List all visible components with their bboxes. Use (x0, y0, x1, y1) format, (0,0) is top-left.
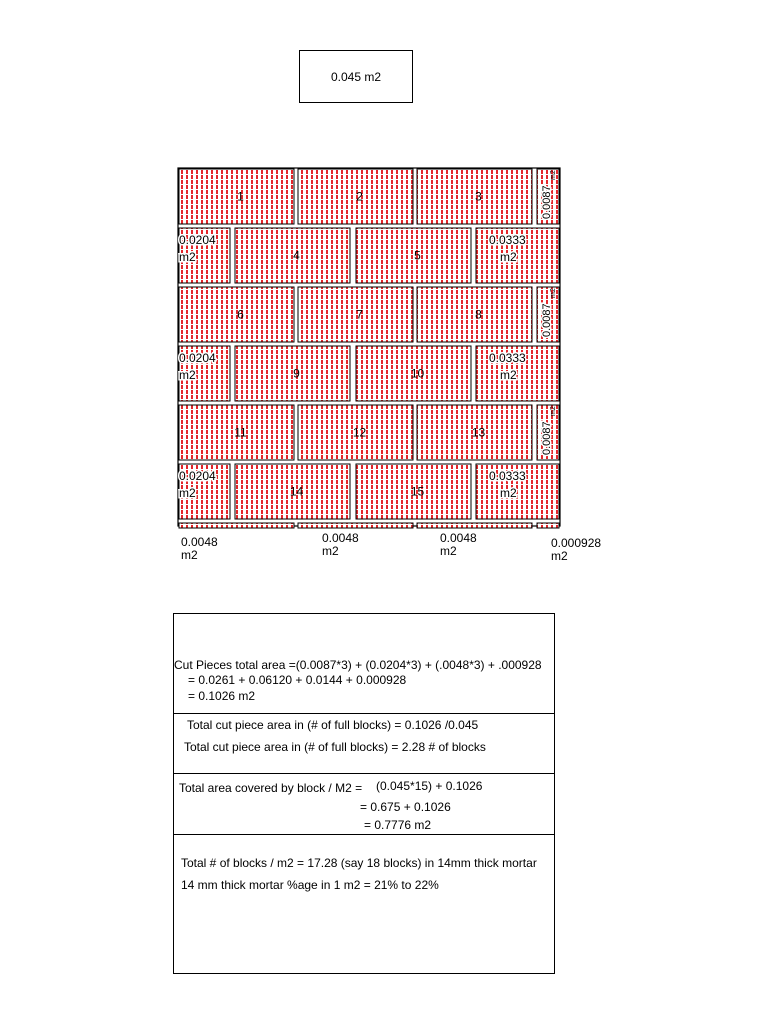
cut-label-right-narrow: 0.0087 (541, 421, 553, 455)
cut-label-left: 0.0204 (179, 233, 216, 247)
cut-pieces-sum: = 0.0261 + 0.06120 + 0.0144 + 0.000928 (188, 673, 407, 687)
bottom-cut-label-1: 0.0048 m2 (181, 535, 218, 562)
block-area-label: 0.045 m2 (330, 69, 382, 84)
total-area-result: = 0.7776 m2 (364, 818, 432, 832)
brick-number-15: 15 (410, 484, 425, 499)
cut-piece-bottom-corner (537, 523, 559, 528)
cut-unit-right-wide: m2 (500, 368, 517, 382)
cut-label-left: 0.0204 (179, 469, 216, 483)
cut-unit-right-narrow: m2 (550, 170, 557, 180)
total-area-sum: = 0.675 + 0.1026 (360, 800, 451, 814)
cut-area-blocks-result: Total cut piece area in (# of full blocks) = 2.28 # of blocks (184, 740, 486, 754)
cut-unit-right-narrow: m2 (550, 406, 557, 416)
bottom-cut-label-3: 0.0048 m2 (440, 531, 477, 558)
cut-unit-right-wide: m2 (500, 250, 517, 264)
cut-pieces-formula: Cut Pieces total area =(0.0087*3) + (0.0204*3) + (.0048*3) + .000928 (174, 658, 542, 672)
brick-number-6: 6 (237, 307, 244, 322)
brick-number-10: 10 (410, 366, 425, 381)
total-area-label: Total area covered by block / M2 = (179, 781, 363, 795)
bottom-cut-label-2: 0.0048 m2 (322, 531, 359, 558)
cut-unit-right-narrow: m2 (550, 288, 557, 298)
brick-number-14: 14 (289, 484, 304, 499)
brick-number-12: 12 (352, 425, 367, 440)
cut-unit-right-wide: m2 (500, 486, 517, 500)
cut-label-right-narrow: 0.0087 (541, 185, 553, 219)
brick-number-2: 2 (356, 189, 363, 204)
cut-piece-bottom-1 (179, 523, 294, 528)
cut-area-blocks-formula: Total cut piece area in (# of full blocks) = 0.1026 /0.045 (187, 718, 479, 732)
section-divider-2 (174, 773, 554, 774)
brick-number-11: 11 (234, 425, 247, 440)
cut-label-right-narrow: 0.0087 (541, 303, 553, 337)
cut-label-right-wide: 0.0333 (489, 233, 526, 247)
cut-unit-left: m2 (179, 250, 196, 264)
brick-number-3: 3 (475, 189, 482, 204)
total-area-formula: (0.045*15) + 0.1026 (376, 779, 483, 793)
section-divider-3 (174, 834, 554, 835)
cut-label-left: 0.0204 (179, 351, 216, 365)
cut-pieces-result: = 0.1026 m2 (188, 689, 256, 703)
cut-unit-left: m2 (179, 368, 196, 382)
brick-number-4: 4 (293, 248, 300, 263)
cut-label-right-wide: 0.0333 (489, 351, 526, 365)
bottom-cut-label-4: 0.000928 m2 (551, 536, 602, 563)
cut-unit-left: m2 (179, 486, 196, 500)
cut-piece-bottom-3 (417, 523, 532, 528)
mortar-percentage: 14 mm thick mortar %age in 1 m2 = 21% to 22% (181, 878, 439, 892)
section-divider-1 (174, 713, 554, 714)
cut-piece-bottom-2 (298, 523, 413, 528)
blocks-per-m2: Total # of blocks / m2 = 17.28 (say 18 blocks) in 14mm thick mortar (181, 856, 537, 870)
brick-number-5: 5 (414, 248, 421, 263)
brick-number-7: 7 (356, 307, 363, 322)
calculation-box (173, 613, 555, 974)
brick-number-9: 9 (293, 366, 300, 381)
brick-number-13: 13 (471, 425, 486, 440)
cut-label-right-wide: 0.0333 (489, 469, 526, 483)
brick-number-1: 1 (237, 189, 244, 204)
brick-number-8: 8 (475, 307, 482, 322)
